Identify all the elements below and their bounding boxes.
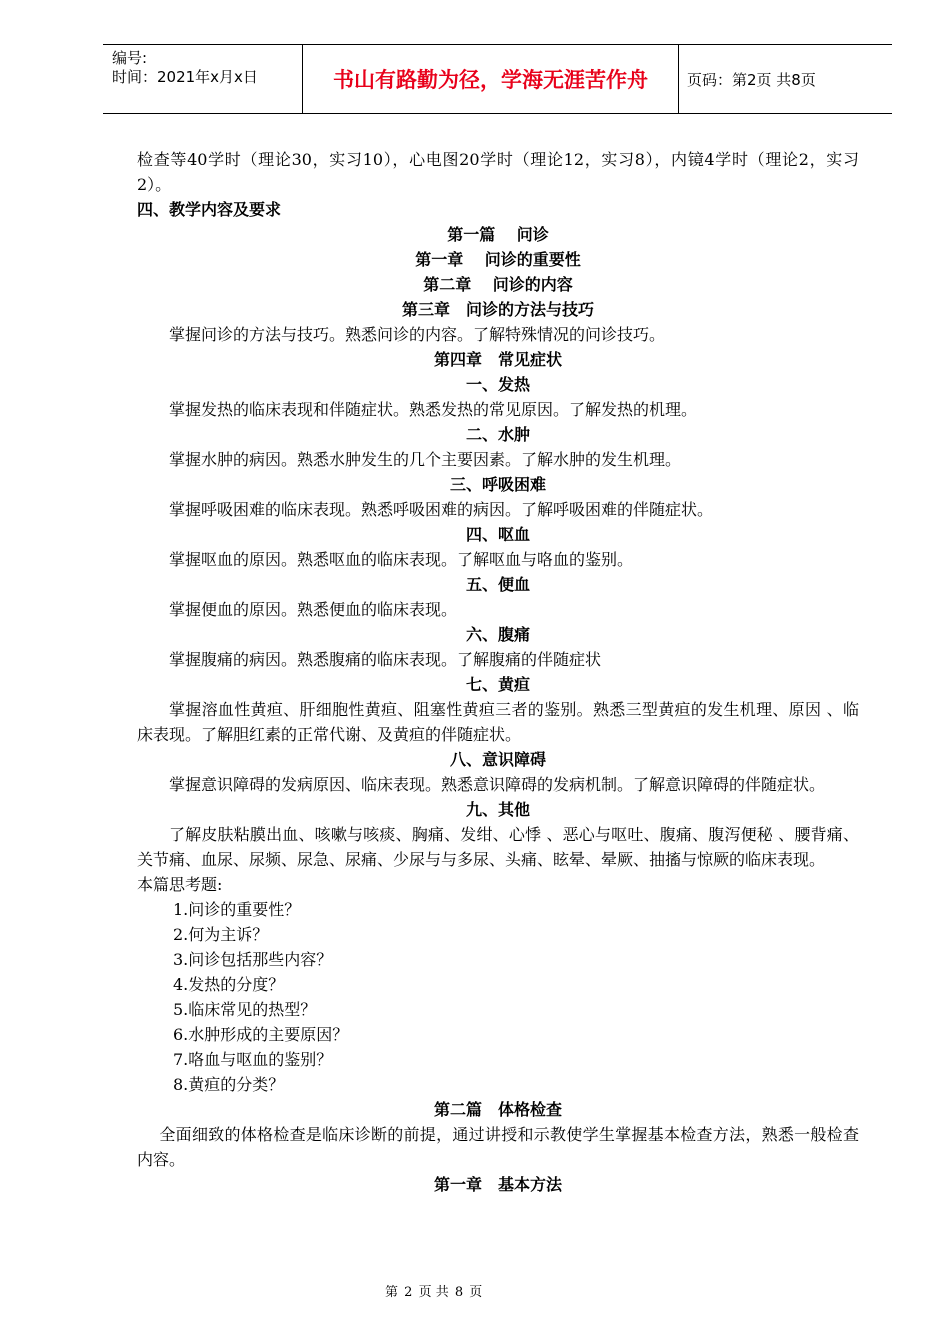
header-page-info: 页码：第2页 共8页 (687, 70, 816, 89)
time-label: 时间：2021年x月x日 (112, 68, 258, 86)
symptom-heading: 四、呕血 (465, 525, 530, 544)
paragraph: 掌握呕血的原因。熟悉呕血的临床表现。了解呕血与咯血的鉴别。 (169, 550, 634, 569)
paragraph: 了解皮肤粘膜出血、咳嗽与咳痰、胸痛、发绀、心悸 、恶心与呕吐、腹痛、腹泻便秘 、腰背痛、关节痛、血尿、尿频、尿急、尿痛、少尿与与多尿、头痛、眩晕、晕厥、抽搐与惊厥的临床表现。 (137, 825, 859, 869)
paragraph: 掌握腹痛的病因。熟悉腹痛的临床表现。了解腹痛的伴随症状 (169, 650, 602, 669)
footer-prefix: 第 (385, 1285, 399, 1300)
document-body (137, 147, 859, 1197)
question-item: 1.问诊的重要性？ (173, 900, 301, 919)
question-item: 6.水肿形成的主要原因？ (173, 1025, 349, 1044)
footer-total-pages: 8 (454, 1285, 464, 1300)
question-item: 3.问诊包括那些内容？ (173, 950, 333, 969)
paragraph: 掌握呼吸困难的临床表现。熟悉呼吸困难的病因。了解呼吸困难的伴随症状。 (169, 500, 714, 519)
questions-title: 本篇思考题: (137, 875, 223, 894)
question-item: 5.临床常见的热型？ (173, 1000, 317, 1019)
paragraph: 掌握溶血性黄疸、肝细胞性黄疸、阻塞性黄疸三者的鉴别。熟悉三型黄疸的发生机理、原因 、临床表现。了解胆红素的正常代谢、及黄疸的伴随症状。 (137, 700, 859, 744)
symptom-heading: 一、发热 (465, 375, 530, 394)
symptom-heading: 七、黄疸 (465, 675, 530, 694)
paragraph: 掌握水肿的病因。熟悉水肿发生的几个主要因素。了解水肿的发生机理。 (169, 450, 682, 469)
question-item: 7.咯血与呕血的鉴别？ (173, 1050, 333, 1069)
question-item: 4.发热的分度？ (173, 975, 285, 994)
footer-mid: 页 共 (418, 1285, 449, 1300)
chapter-title: 第二章 问诊的内容 (423, 275, 573, 294)
chapter-title: 第一章 问诊的重要性 (415, 250, 581, 269)
document-header (103, 44, 892, 114)
page-footer (0, 1281, 950, 1300)
symptom-heading: 九、其他 (465, 800, 530, 819)
symptom-heading: 二、水肿 (465, 425, 530, 444)
symptom-heading: 三、呼吸困难 (449, 475, 546, 494)
part-title: 第二篇 体格检查 (433, 1100, 562, 1119)
chapter-title: 第三章 问诊的方法与技巧 (401, 300, 594, 319)
chapter-title: 第四章 常见症状 (433, 350, 562, 369)
header-motto: 书山有路勤为径，学海无涯苦作舟 (303, 45, 679, 113)
question-item: 2.何为主诉？ (173, 925, 269, 944)
number-label: 编号: (112, 49, 148, 67)
symptom-heading: 八、意识障碍 (449, 750, 546, 769)
question-item: 8.黄疸的分类？ (173, 1075, 285, 1094)
paragraph-hours: 检查等40学时（理论30，实习10），心电图20学时（理论12，实习8），内镜4学时（理论2，实习2）。 (137, 150, 859, 194)
symptom-heading: 六、腹痛 (465, 625, 530, 644)
header-info-cell (103, 45, 303, 113)
paragraph: 掌握便血的原因。熟悉便血的临床表现。 (169, 600, 458, 619)
chapter-title: 第一章 基本方法 (433, 1175, 562, 1194)
part-title: 第一篇 问诊 (447, 225, 549, 244)
paragraph: 掌握发热的临床表现和伴随症状。熟悉发热的常见原因。了解发热的机理。 (169, 400, 698, 419)
paragraph: 掌握意识障碍的发病原因、临床表现。熟悉意识障碍的发病机制。了解意识障碍的伴随症状。 (169, 775, 826, 794)
footer-suffix: 页 (469, 1285, 483, 1300)
section-heading: 四、教学内容及要求 (137, 200, 282, 219)
paragraph: 掌握问诊的方法与技巧。熟悉问诊的内容。了解特殊情况的问诊技巧。 (169, 325, 666, 344)
paragraph: 全面细致的体格检查是临床诊断的前提，通过讲授和示教使学生掌握基本检查方法，熟悉一般检查内容。 (137, 1125, 859, 1169)
symptom-heading: 五、便血 (465, 575, 530, 594)
footer-page-number: 2 (404, 1285, 413, 1300)
